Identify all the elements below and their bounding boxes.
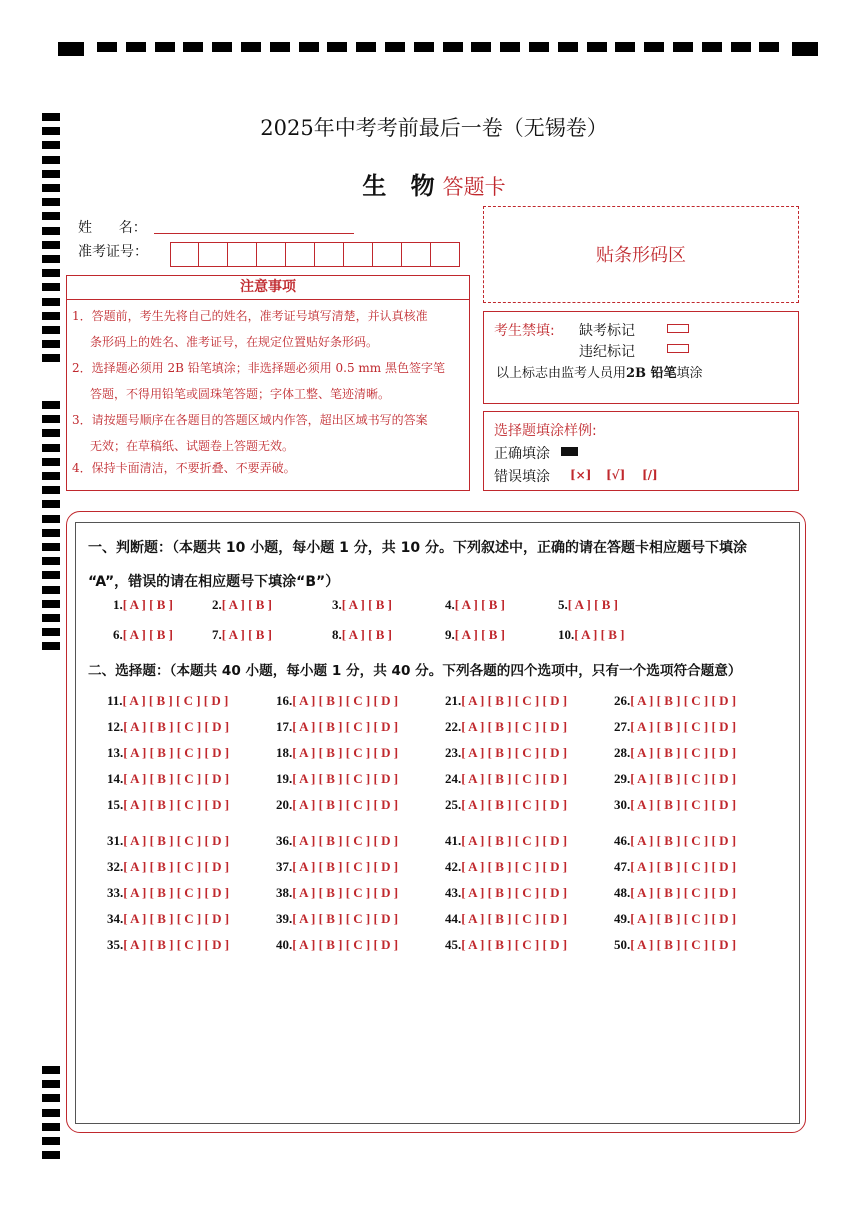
answer-options[interactable]: [ A ] [ B ] [ C ] [ D ] xyxy=(292,693,399,708)
timing-mark xyxy=(42,628,60,636)
timing-mark xyxy=(42,614,60,622)
timing-mark xyxy=(42,227,60,235)
note-line: 条形码上的姓名、准考证号，在规定位置贴好条形码。 xyxy=(90,335,379,349)
timing-mark xyxy=(42,571,60,579)
timing-mark xyxy=(126,42,146,52)
card-label: 答题卡 xyxy=(442,175,506,199)
choice-question[interactable] xyxy=(107,859,229,875)
choice-question[interactable] xyxy=(445,885,567,901)
answer-options[interactable]: [ A ] [ B ] [ C ] [ D ] xyxy=(630,833,737,848)
question-number: 47. xyxy=(614,859,631,874)
answer-options[interactable]: [ A ] [ B ] [ C ] [ D ] xyxy=(292,771,399,786)
timing-mark xyxy=(42,500,60,508)
question-number: 43. xyxy=(445,885,462,900)
timing-mark xyxy=(42,543,60,551)
answer-options[interactable]: [ A ] [ B ] [ C ] [ D ] xyxy=(123,719,230,734)
timing-mark xyxy=(327,42,347,52)
section1-instructions: 一、判断题：（本题共 10 小题，每小题 1 分，共 10 分。下列叙述中，正确的请在答题卡相应题号下填涂 xyxy=(88,540,747,556)
answer-options[interactable]: [ A ] [ B ] xyxy=(454,627,505,642)
choice-question[interactable] xyxy=(445,911,567,927)
choice-question[interactable] xyxy=(445,859,567,875)
question-number: 29. xyxy=(614,771,631,786)
timing-mark xyxy=(241,42,261,52)
violation-mark-box[interactable] xyxy=(667,344,689,353)
question-number: 20. xyxy=(276,797,293,812)
choice-question[interactable] xyxy=(107,937,229,953)
answer-options[interactable]: [ A ] [ B ] [ C ] [ D ] xyxy=(461,797,568,812)
timing-mark xyxy=(702,42,722,52)
timing-mark xyxy=(471,42,491,52)
question-number: 27. xyxy=(614,719,631,734)
id-digit-box[interactable] xyxy=(344,242,373,267)
question-number: 42. xyxy=(445,859,462,874)
timing-mark xyxy=(42,1080,60,1088)
name-label: 姓 名： xyxy=(78,220,147,236)
choice-question[interactable] xyxy=(276,745,398,761)
timing-mark xyxy=(615,42,635,52)
answer-options[interactable]: [ A ] [ B ] [ C ] [ D ] xyxy=(461,771,568,786)
timing-mark xyxy=(42,269,60,277)
choice-question[interactable] xyxy=(276,885,398,901)
choice-question[interactable] xyxy=(107,797,229,813)
choice-question[interactable] xyxy=(614,859,736,875)
question-number: 14. xyxy=(107,771,124,786)
timing-mark xyxy=(42,326,60,334)
choice-question[interactable] xyxy=(614,719,736,735)
choice-question[interactable] xyxy=(445,693,567,709)
answer-options[interactable]: [ A ] [ B ] [ C ] [ D ] xyxy=(292,911,399,926)
timing-mark xyxy=(270,42,290,52)
answer-options[interactable]: [ A ] [ B ] [ C ] [ D ] xyxy=(461,859,568,874)
question-number: 3. xyxy=(332,597,342,612)
timing-mark xyxy=(42,401,60,409)
choice-question[interactable] xyxy=(614,885,736,901)
choice-question[interactable] xyxy=(107,771,229,787)
forbid-note-bold: 2B 铅笔 xyxy=(626,366,677,381)
timing-mark xyxy=(42,472,60,480)
choice-question[interactable] xyxy=(614,797,736,813)
answer-options[interactable]: [ A ] [ B ] [ C ] [ D ] xyxy=(461,937,568,952)
timing-mark xyxy=(42,212,60,220)
question-number: 34. xyxy=(107,911,124,926)
answer-options[interactable]: [ A ] [ B ] [ C ] [ D ] xyxy=(122,693,229,708)
answer-options[interactable]: [ A ] [ B ] [ C ] [ D ] xyxy=(461,911,568,926)
timing-mark xyxy=(42,255,60,263)
timing-mark xyxy=(42,529,60,537)
answer-options[interactable]: [ A ] [ B ] [ C ] [ D ] xyxy=(123,911,230,926)
correct-fill-sample xyxy=(561,447,578,456)
timing-mark xyxy=(42,1151,60,1159)
answer-options[interactable]: [ A ] [ B ] [ C ] [ D ] xyxy=(123,833,230,848)
note-item xyxy=(72,455,464,481)
exam-title: 2025年中考考前最后一卷（无锡卷） xyxy=(260,116,608,140)
choice-question[interactable] xyxy=(107,719,229,735)
note-line: 无效；在草稿纸、试题卷上答题无效。 xyxy=(90,439,295,453)
choice-question[interactable] xyxy=(107,885,229,901)
answer-options[interactable]: [ A ] [ B ] [ C ] [ D ] xyxy=(123,745,230,760)
question-number: 48. xyxy=(614,885,631,900)
choice-question[interactable] xyxy=(107,693,228,709)
id-digit-box[interactable] xyxy=(402,242,431,267)
choice-question[interactable] xyxy=(276,719,398,735)
question-number: 18. xyxy=(276,745,293,760)
timing-mark xyxy=(58,42,84,56)
barcode-label: 贴条形码区 xyxy=(596,245,686,266)
question-number: 21. xyxy=(445,693,462,708)
question-number: 32. xyxy=(107,859,124,874)
timing-mark xyxy=(42,642,60,650)
choice-question[interactable] xyxy=(107,911,229,927)
choice-question[interactable] xyxy=(276,771,398,787)
name-field[interactable] xyxy=(154,233,354,234)
choice-question[interactable] xyxy=(614,693,736,709)
id-digit-box[interactable] xyxy=(170,242,199,267)
answer-options[interactable]: [ A ] [ B ] [ C ] [ D ] xyxy=(630,885,737,900)
timing-mark xyxy=(500,42,520,52)
question-number: 44. xyxy=(445,911,462,926)
id-label: 准考证号： xyxy=(78,244,148,260)
timing-mark xyxy=(673,42,693,52)
choice-question[interactable] xyxy=(445,771,567,787)
section2-instructions: 二、选择题：（本题共 40 小题，每小题 1 分，共 40 分。下列各题的四个选项中，只有一个选项符合题意） xyxy=(88,663,742,679)
timing-mark xyxy=(42,354,60,362)
question-number: 9. xyxy=(445,627,455,642)
question-number: 4. xyxy=(445,597,455,612)
choice-question[interactable] xyxy=(276,911,398,927)
choice-question[interactable] xyxy=(614,771,736,787)
answer-options[interactable]: [ A ] [ B ] xyxy=(221,597,272,612)
note-item xyxy=(72,355,464,407)
judgement-question[interactable] xyxy=(113,627,173,643)
question-number: 38. xyxy=(276,885,293,900)
note-line: 1．答题前，考生先将自己的姓名，准考证号填写清楚，并认真核准 xyxy=(72,309,428,323)
timing-mark xyxy=(212,42,232,52)
judgement-question[interactable] xyxy=(212,627,272,643)
answer-options[interactable]: [ A ] [ B ] [ C ] [ D ] xyxy=(630,937,737,952)
answer-options[interactable]: [ A ] [ B ] [ C ] [ D ] xyxy=(292,797,399,812)
answer-options[interactable]: [ A ] [ B ] [ C ] [ D ] xyxy=(630,771,737,786)
timing-mark xyxy=(42,298,60,306)
timing-mark xyxy=(42,312,60,320)
judgement-question[interactable] xyxy=(445,597,505,613)
judgement-question[interactable] xyxy=(445,627,505,643)
timing-mark xyxy=(42,486,60,494)
answer-options[interactable]: [ A ] [ B ] [ C ] [ D ] xyxy=(630,693,737,708)
subject-name: 生 物 xyxy=(362,171,443,200)
choice-question[interactable] xyxy=(445,833,567,849)
notes-title: 注意事项 xyxy=(240,279,296,295)
answer-options[interactable]: [ A ] [ B ] [ C ] [ D ] xyxy=(292,719,399,734)
timing-mark xyxy=(42,1066,60,1074)
judgement-question[interactable] xyxy=(332,627,392,643)
forbid-title: 考生禁填: xyxy=(494,323,555,339)
id-digit-box[interactable] xyxy=(257,242,286,267)
id-digit-box[interactable] xyxy=(315,242,344,267)
id-digit-box[interactable] xyxy=(286,242,315,267)
question-number: 22. xyxy=(445,719,462,734)
answer-options[interactable]: [ A ] [ B ] xyxy=(574,627,625,642)
timing-mark xyxy=(42,458,60,466)
question-number: 50. xyxy=(614,937,631,952)
note-item xyxy=(72,303,464,355)
question-number: 16. xyxy=(276,693,293,708)
timing-mark xyxy=(97,42,117,52)
id-digit-box[interactable] xyxy=(199,242,228,267)
timing-mark xyxy=(529,42,549,52)
question-number: 24. xyxy=(445,771,462,786)
answer-options[interactable]: [ A ] [ B ] [ C ] [ D ] xyxy=(630,745,737,760)
timing-mark xyxy=(42,429,60,437)
answer-area-inner xyxy=(75,522,800,1124)
question-number: 31. xyxy=(107,833,124,848)
note-line: 3．请按题号顺序在各题目的答题区域内作答，超出区域书写的答案 xyxy=(72,413,428,427)
note-line: 4．保持卡面清洁，不要折叠、不要弄破。 xyxy=(72,461,296,475)
sample-box xyxy=(483,411,799,491)
question-number: 10. xyxy=(558,627,575,642)
choice-question[interactable] xyxy=(614,937,736,953)
barcode-area xyxy=(483,206,799,303)
violation-label: 违纪标记 xyxy=(579,344,635,360)
timing-mark xyxy=(42,1094,60,1102)
question-number: 12. xyxy=(107,719,124,734)
absent-mark-box[interactable] xyxy=(667,324,689,333)
note-line: 2．选择题必须用 2B 铅笔填涂；非选择题必须用 0.5 mm 黑色签字笔 xyxy=(72,361,446,375)
judgement-question[interactable] xyxy=(212,597,272,613)
timing-mark xyxy=(42,241,60,249)
id-digit-box[interactable] xyxy=(373,242,402,267)
answer-options[interactable]: [ A ] [ B ] [ C ] [ D ] xyxy=(461,885,568,900)
id-digit-box[interactable] xyxy=(228,242,257,267)
choice-question[interactable] xyxy=(614,745,736,761)
question-number: 40. xyxy=(276,937,293,952)
question-number: 6. xyxy=(113,627,123,642)
answer-options[interactable]: [ A ] [ B ] xyxy=(122,597,173,612)
choice-question[interactable] xyxy=(107,745,229,761)
wrong-sample-2: [√] xyxy=(606,468,626,482)
forbid-note-post: 填涂 xyxy=(676,366,703,381)
judgement-question[interactable] xyxy=(332,597,392,613)
choice-question[interactable] xyxy=(276,693,398,709)
question-number: 33. xyxy=(107,885,124,900)
timing-mark xyxy=(42,1137,60,1145)
question-number: 15. xyxy=(107,797,124,812)
absent-label: 缺考标记 xyxy=(579,323,635,339)
answer-options[interactable]: [ A ] [ B ] [ C ] [ D ] xyxy=(292,859,399,874)
timing-mark xyxy=(42,586,60,594)
question-number: 7. xyxy=(212,627,222,642)
section1-instructions-cont: “A”，错误的请在相应题号下填涂“B”） xyxy=(88,574,340,590)
timing-mark xyxy=(385,42,405,52)
note-line: 答题，不得用铅笔或圆珠笔答题；字体工整、笔迹清晰。 xyxy=(90,387,391,401)
question-number: 8. xyxy=(332,627,342,642)
judgement-question[interactable] xyxy=(558,597,618,613)
answer-options[interactable]: [ A ] [ B ] xyxy=(221,627,272,642)
choice-question[interactable] xyxy=(107,833,229,849)
question-number: 2. xyxy=(212,597,222,612)
question-number: 5. xyxy=(558,597,568,612)
timing-mark xyxy=(356,42,376,52)
timing-mark xyxy=(42,557,60,565)
note-item xyxy=(72,407,464,459)
answer-options[interactable]: [ A ] [ B ] [ C ] [ D ] xyxy=(630,797,737,812)
forbid-note xyxy=(496,362,703,381)
timing-mark xyxy=(42,156,60,164)
timing-mark xyxy=(731,42,751,52)
answer-options[interactable]: [ A ] [ B ] [ C ] [ D ] xyxy=(292,833,399,848)
notes-header xyxy=(66,275,470,300)
timing-mark xyxy=(183,42,203,52)
answer-options[interactable]: [ A ] [ B ] [ C ] [ D ] xyxy=(292,745,399,760)
wrong-sample-3: [/] xyxy=(642,468,658,482)
question-number: 28. xyxy=(614,745,631,760)
judgement-question[interactable] xyxy=(558,627,624,643)
timing-mark xyxy=(42,1109,60,1117)
question-number: 45. xyxy=(445,937,462,952)
question-number: 35. xyxy=(107,937,124,952)
timing-mark xyxy=(42,340,60,348)
question-number: 30. xyxy=(614,797,631,812)
question-number: 41. xyxy=(445,833,462,848)
answer-options[interactable]: [ A ] [ B ] [ C ] [ D ] xyxy=(461,693,568,708)
id-digit-box[interactable] xyxy=(431,242,460,267)
sample-title: 选择题填涂样例: xyxy=(494,423,597,439)
answer-options[interactable]: [ A ] [ B ] xyxy=(341,627,392,642)
question-number: 11. xyxy=(107,693,123,708)
answer-options[interactable]: [ A ] [ B ] [ C ] [ D ] xyxy=(630,719,737,734)
question-number: 26. xyxy=(614,693,631,708)
timing-mark xyxy=(42,283,60,291)
answer-options[interactable]: [ A ] [ B ] [ C ] [ D ] xyxy=(630,859,737,874)
answer-options[interactable]: [ A ] [ B ] [ C ] [ D ] xyxy=(461,745,568,760)
choice-question[interactable] xyxy=(445,719,567,735)
answer-options[interactable]: [ A ] [ B ] xyxy=(567,597,618,612)
answer-options[interactable]: [ A ] [ B ] [ C ] [ D ] xyxy=(123,859,230,874)
timing-mark xyxy=(42,1123,60,1131)
question-number: 49. xyxy=(614,911,631,926)
answer-options[interactable]: [ A ] [ B ] xyxy=(341,597,392,612)
choice-question[interactable] xyxy=(276,833,398,849)
answer-options[interactable]: [ A ] [ B ] [ C ] [ D ] xyxy=(123,937,230,952)
choice-question[interactable] xyxy=(445,797,567,813)
timing-mark xyxy=(792,42,818,56)
timing-mark xyxy=(443,42,463,52)
question-number: 46. xyxy=(614,833,631,848)
timing-mark xyxy=(42,600,60,608)
answer-options[interactable]: [ A ] [ B ] [ C ] [ D ] xyxy=(461,833,568,848)
answer-options[interactable]: [ A ] [ B ] [ C ] [ D ] xyxy=(123,771,230,786)
answer-options[interactable]: [ A ] [ B ] [ C ] [ D ] xyxy=(461,719,568,734)
question-number: 39. xyxy=(276,911,293,926)
answer-options[interactable]: [ A ] [ B ] xyxy=(454,597,505,612)
timing-mark xyxy=(155,42,175,52)
answer-options[interactable]: [ A ] [ B ] [ C ] [ D ] xyxy=(123,797,230,812)
choice-question[interactable] xyxy=(445,937,567,953)
wrong-label: 错误填涂 xyxy=(494,469,550,485)
question-number: 37. xyxy=(276,859,293,874)
question-number: 36. xyxy=(276,833,293,848)
question-number: 19. xyxy=(276,771,293,786)
timing-mark xyxy=(299,42,319,52)
timing-mark xyxy=(644,42,664,52)
timing-mark xyxy=(759,42,779,52)
question-number: 25. xyxy=(445,797,462,812)
timing-mark xyxy=(587,42,607,52)
forbid-box xyxy=(483,311,799,404)
choice-question[interactable] xyxy=(614,833,736,849)
question-number: 17. xyxy=(276,719,293,734)
judgement-question[interactable] xyxy=(113,597,173,613)
subject-heading xyxy=(0,166,868,201)
question-number: 1. xyxy=(113,597,123,612)
timing-mark xyxy=(42,415,60,423)
timing-mark xyxy=(414,42,434,52)
answer-options[interactable]: [ A ] [ B ] xyxy=(122,627,173,642)
timing-mark xyxy=(558,42,578,52)
choice-question[interactable] xyxy=(276,797,398,813)
answer-options[interactable]: [ A ] [ B ] [ C ] [ D ] xyxy=(123,885,230,900)
wrong-sample-1: [×] xyxy=(570,468,592,482)
choice-question[interactable] xyxy=(445,745,567,761)
timing-mark xyxy=(42,444,60,452)
choice-question[interactable] xyxy=(614,911,736,927)
answer-options[interactable]: [ A ] [ B ] [ C ] [ D ] xyxy=(292,885,399,900)
correct-label: 正确填涂 xyxy=(494,446,550,462)
question-number: 13. xyxy=(107,745,124,760)
forbid-note-pre: 以上标志由监考人员用 xyxy=(496,366,627,381)
answer-options[interactable]: [ A ] [ B ] [ C ] [ D ] xyxy=(292,937,399,952)
choice-question[interactable] xyxy=(276,859,398,875)
choice-question[interactable] xyxy=(276,937,398,953)
answer-options[interactable]: [ A ] [ B ] [ C ] [ D ] xyxy=(630,911,737,926)
question-number: 23. xyxy=(445,745,462,760)
timing-mark xyxy=(42,515,60,523)
timing-mark xyxy=(42,141,60,149)
